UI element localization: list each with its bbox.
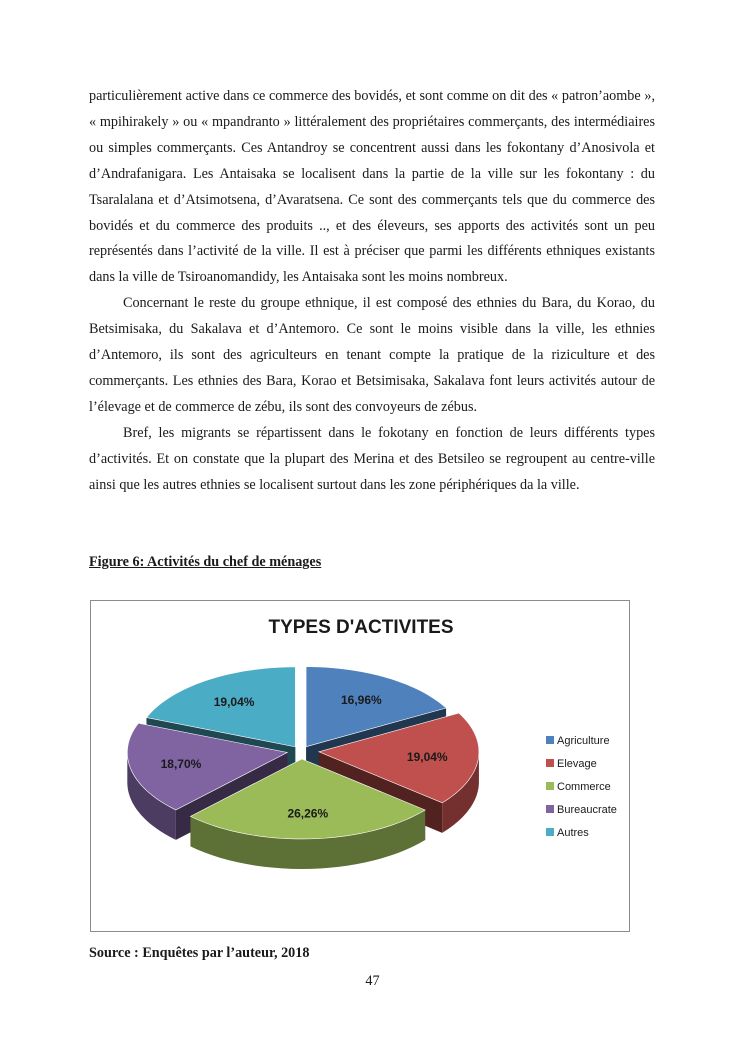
legend-label-elevage: Elevage xyxy=(557,758,597,770)
paragraph-1: particulièrement active dans ce commerce des bovidés, et sont comme on dit des « patron’aombe », « mpihirakely » ou « mpandranto » littéralement des propriétaires commerçants, des intermédiaires ou simples commerçants. Ces Antandroy se concentrent aussi dans les fokontany d’Anosivola et d’Andrafanigara. Les Antaisaka se localisent dans la partie de la ville sur les fokontany : du Tsaralalana et d’Atsimotsena, d’Avaratsena. Ce sont des commerçants tels que du commerce des bovidés et du commerce des produits .., et des éleveurs, ses apports des activités sont un peu représentés dans l’activité de la ville. Il est à préciser que parmi les différents ethniques existants dans la ville de Tsiroanomandidy, les Antaisaka sont les moins nombreux. xyxy=(89,88,655,286)
legend-swatch-agriculture xyxy=(546,736,554,744)
legend-label-agriculture: Agriculture xyxy=(557,735,610,747)
paragraph-2: Concernant le reste du groupe ethnique, il est composé des ethnies du Bara, du Korao, du Betsimisaka, du Sakalava et d’Antemoro. Ce sont le moins visible dans la ville, les ethnies d’Antemoro, ils sont des agriculteurs en tenant compte la pratique de la riziculture et des commerçants. Les ethnies des Bara, Korao et Betsimisaka, Sakalava font leurs activités autour de l’élevage et de commerce de zébu, ils sont des convoyeurs de zébus. xyxy=(89,295,655,415)
legend-label-autres: Autres xyxy=(557,827,589,839)
legend-swatch-commerce xyxy=(546,782,554,790)
figure-source: Source : Enquêtes par l’auteur, 2018 xyxy=(89,945,310,961)
pie-label-elevage: 19,04% xyxy=(406,749,448,764)
body-text xyxy=(89,84,655,499)
paragraph-3: Bref, les migrants se répartissent dans le fokotany en fonction de leurs différents types d’activités. Et on constate que la plupart des Merina et des Betsileo se regroupent au centre-ville ainsi que les autres ethnies se localisent surtout dans les zone périphériques da la ville. xyxy=(89,424,655,493)
figure-caption: Figure 6: Activités du chef de ménages xyxy=(89,554,322,570)
pie-chart-svg xyxy=(91,601,631,933)
pie-label-commerce: 26,26% xyxy=(287,806,329,821)
pie-chart xyxy=(90,600,630,932)
pie-label-bureaucrate: 18,70% xyxy=(160,756,202,771)
legend-swatch-bureaucrate xyxy=(546,805,554,813)
pie-label-autres: 19,04% xyxy=(213,694,255,709)
legend-swatch-autres xyxy=(546,828,554,836)
legend-label-bureaucrate: Bureaucrate xyxy=(557,804,617,816)
legend-label-commerce: Commerce xyxy=(557,781,611,793)
page-number: 47 xyxy=(365,973,380,989)
legend-swatch-elevage xyxy=(546,759,554,767)
chart-title: TYPES D'ACTIVITES xyxy=(268,617,454,638)
pie-label-agriculture: 16,96% xyxy=(340,692,382,707)
chart-legend xyxy=(546,735,617,839)
